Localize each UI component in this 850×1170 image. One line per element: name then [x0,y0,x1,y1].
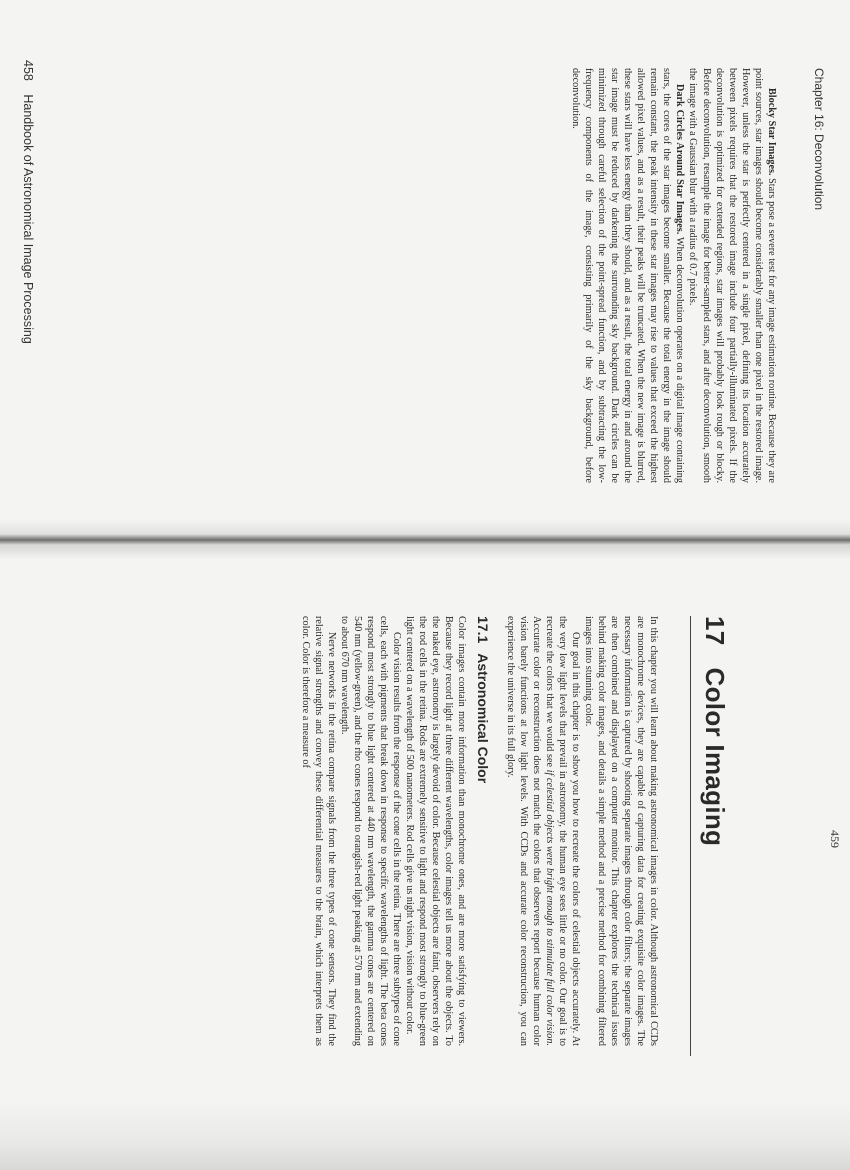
page-number: 458 [21,60,35,81]
section-paragraph: Color vision results from the response of the cone cells in the retina. There are three subtypes of cone cells, each with pigments that break down in response to specific wavelengths of light. The beta cones respond most strongly to blue light centered at 440 nm wavelength, the gamma cones are centered on 540 nm (yellow-green), and the rho cones respond to orangish-red light peaking at 570 nm and extending to about 670 nm wavelength. [339,616,402,1046]
paragraph-text: When deconvolution operates on a digital image containing stars, the cores of the star images become smaller. Because the total energy in the image should remain constant, the peak intensity in these star images may rise to values that exceed the highest allowed pixel values, and as a result, their peaks will be truncated. When the new image is blurred, these stars will have less energy than they should, and as a result, the total energy in and around the star image must be reduced by darkening the surrounding sky background. Dark circles can be minimized through careful selection of the point-spread function, and by subtracting the low-frequency components of the image, consisting primarily of the sky background, before deconvolution. [569,68,686,483]
goal-paragraph [504,616,582,1046]
page-edge-shadow [0,1100,850,1170]
chapter-title-rule [690,616,691,1056]
page-number: 459 [828,830,842,848]
section-heading [476,616,489,1046]
intro-paragraph: In this chapter you will learn about making astronomical images in color. Although astronomical CCDs are monochrome devices, they are capable of capturing data for creating exquisite color images. The necessary information is captured by shooting separate images through color filters; the separate images are then combined and displayed on a computer monitor. This chapter explores the technical issues behind making color images, and details a simple method and a precise method for combining filtered images into stunning color. [583,616,659,1046]
paragraph-text: Accurate color or reconstruction does not match the colors that observers report because human color vision barely functions at low light levels. With CCDs and accurate color reconstruction, you can experience the universe in its full glory. [505,616,542,1046]
section-number: 17.1 [475,616,491,644]
italic-phrase: if celestial objects were bright enough to stimulate full color vision. [544,769,555,1047]
chapter-title [699,616,730,846]
paragraph-text: Stars pose a severe test for any image estimation routine. Because they are point sources, star images should become considerably smaller than one pixel in the restored image. However, unless the star is perfectly centered in a single pixel, defining its location accurately between pixels requires that the restored image include four partially-illuminated pixels. If the deconvolution is optimized for extended regions, star images will probably look rough or blocky. Before deconvolution, resample the image for better-sampled stars, and after deconvolution, smooth the image with a Gaussian blur with a radius of 0.7 pixels. [687,68,777,483]
right-page [0,560,850,1120]
paragraph-blocky-star-images [686,68,778,483]
left-page [0,0,850,520]
book-title: Handbook of Astronomical Image Processing [21,94,35,344]
paragraph-text: Our goal in this chapter is to show you how to recreate the colors of celestial objects accurately. At the very low light levels that prevail in astronomy, the human eye sees little or no color. Our goal is to recreate the colors that we would see [544,616,581,1046]
paragraph-lead-in: Dark Circles Around Star Images. [674,84,686,235]
left-page-body [569,68,779,483]
right-page-body [299,616,660,1046]
section-title: Astronomical Color [475,653,491,784]
book-gutter-shadow [0,520,850,560]
left-page-footer [21,60,35,344]
chapter-number: 17 [700,616,730,646]
running-head: Chapter 16: Deconvolution [812,68,826,211]
section-paragraph: Nerve networks in the retina compare signals from the three types of cone sensors. They find the relative signal strengths and convey these differential measures to the brain, which interprets them as color. Color is therefore a measure of [300,616,337,1046]
paragraph-dark-circles [569,68,687,483]
section-paragraph: Color images contain more information than monochrome ones, and are more satisfying to viewers. Because they record light at three different wavelengths, color images tell us more about the objects. To the naked eye, astronomy is largely devoid of color. Because celestial objects are faint, observers rely on the rod cells in the retina. Rods are extremely sensitive to light and respond most strongly to blue-green light centered on a wavelength of 500 nanometers. Rod cells give us night vision, vision without color. [404,616,467,1046]
chapter-title-text: Color Imaging [700,667,730,847]
paragraph-lead-in: Blocky Star Images. [766,88,777,176]
